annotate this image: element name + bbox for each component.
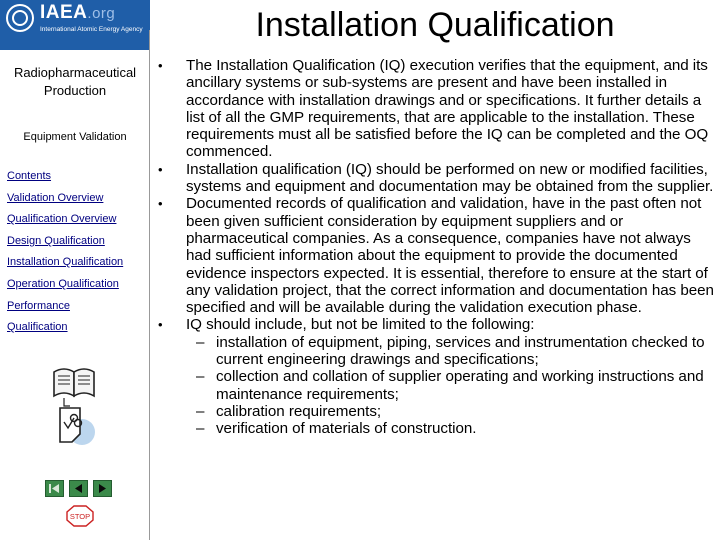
iaea-header [0,0,150,50]
sidebar-divider [149,30,150,540]
next-slide-button[interactable] [93,480,112,497]
bullet-symbol: • [158,161,163,177]
first-slide-button[interactable] [45,480,64,497]
stop-label: STOP [69,512,91,521]
bullet-symbol: • [158,58,163,73]
sidebar-link-performance[interactable]: Performance [7,300,70,312]
sidebar-link-contents[interactable]: Contents [7,170,52,182]
sidebar-title-line1: Radiopharmaceutical [13,65,137,80]
bullet-text: Documented records of qualification and validation, have in the past often not been given sufficient consideration by equipment suppliers and or pharmaceutical companies. As a consequence, companies have not always had sufficient information about the equipment to provide the documented evidence inspectors expected. It is essential, therefore to ensure at the start of any validation project, that the correct information and documentation has been specified and will be available during the validation execution phase. [186,195,714,317]
page-title: Installation Qualification [255,6,615,44]
slide-navigation [45,480,113,498]
brand-suffix: .org [87,5,116,22]
iaea-logo-icon [6,4,34,32]
bullet-item [158,316,714,333]
bullet-text: Installation qualification (IQ) should be performed on new or modified facilities, systems and equipment and documentation may be obtained from the supplier. [186,160,714,196]
sidebar-subtitle: Equipment Validation [23,131,127,143]
sidebar-link-design-qualification[interactable]: Design Qualification [7,235,105,247]
previous-icon [70,481,87,496]
sub-item-text: collection and collation of supplier operating and working instructions and maintenance requirements; [216,368,704,403]
book-icon [50,362,98,448]
sub-item-text: verification of materials of construction. [216,420,477,438]
bullet-item [158,195,714,316]
bullet-text: The Installation Qualification (IQ) execution verifies that the equipment, and its ancillary systems or sub-systems are present and have been installed in accordance with installation drawings and or specifications. It further details a list of all the GMP requirements, that are applicable to the installation. These requirements must all be satisfied before the IQ can be completed and the OQ commenced. [186,57,709,161]
sidebar-link-qualification[interactable]: Qualification [7,321,68,333]
sub-item-text: installation of equipment, piping, services and instrumentation checked to current engineering drawings and specifications; [216,333,705,369]
dash-symbol: – [196,402,205,420]
brand-name [40,2,115,24]
sidebar-title [4,64,146,100]
sub-item [158,334,714,369]
stop-icon[interactable] [66,505,94,527]
bullet-item [158,161,714,196]
first-icon [46,481,63,496]
sub-item [158,420,714,437]
sidebar-link-validation-overview[interactable]: Validation Overview [7,192,104,204]
brand-text: IAEA [40,2,88,23]
sidebar-link-operation-qualification[interactable]: Operation Qualification [7,278,119,290]
sidebar-link-qualification-overview[interactable]: Qualification Overview [7,213,117,225]
next-icon [94,481,111,496]
bullet-symbol: • [158,196,163,212]
bullet-item [158,57,714,161]
dash-symbol: – [196,368,205,386]
sidebar-link-installation-qualification[interactable]: Installation Qualification [7,256,124,268]
bullet-text: IQ should include, but not be limited to the following: [186,316,535,334]
sub-item-text: calibration requirements; [216,402,382,420]
dash-symbol: – [196,420,205,438]
previous-slide-button[interactable] [69,480,88,497]
sidebar-title-line2: Production [43,83,107,98]
slide-content [158,57,714,438]
sub-item [158,368,714,403]
bullet-symbol: • [158,317,163,333]
sub-item [158,403,714,420]
agency-name: International Atomic Energy Agency [40,26,143,33]
dash-symbol: – [196,333,205,351]
